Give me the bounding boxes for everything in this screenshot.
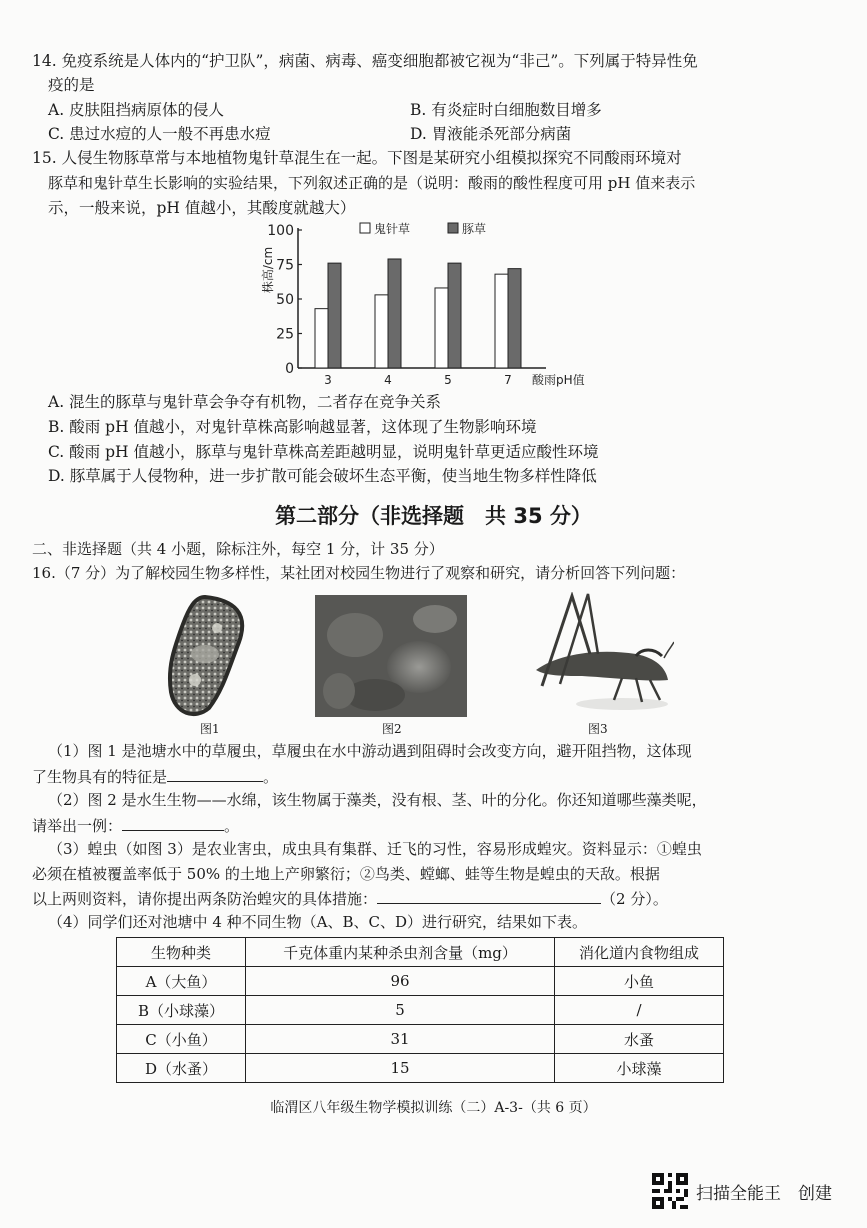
page-footer: 临渭区八年级生物学模拟训练（二）A-3-（共 6 页） — [270, 1100, 597, 1116]
y-tick-label: 100 — [267, 223, 294, 239]
paramecium-image — [165, 594, 251, 718]
table-header: 生物种类 — [117, 938, 246, 967]
q16-part3-line2: 必须在植被覆盖率低于 50% 的土地上产卵繁衍；②鸟类、螳螂、蛙等生物是蝗虫的天敌。根据 — [32, 865, 660, 883]
q16-part1-line1: （1）图 1 是池塘水中的草履虫，草履虫在水中游动遇到阻碍时会改变方向，避开阻挡物，这体现 — [48, 742, 692, 760]
bar-豚草-4 — [388, 259, 401, 368]
x-tick-label: 4 — [384, 373, 392, 387]
q14-option-a: A. 皮肤阻挡病原体的侵人 — [48, 101, 225, 119]
figure2-caption: 图2 — [382, 722, 402, 736]
table-row — [117, 996, 724, 1025]
bar-鬼针草-5 — [435, 288, 448, 368]
spirogyra-image — [315, 595, 467, 717]
table-cell: 15 — [246, 1054, 555, 1083]
grasshopper-image — [518, 592, 674, 716]
q16-part3-line3 — [32, 887, 668, 910]
x-axis-label: 酸雨pH值 — [532, 373, 585, 387]
table-cell: 水蚤 — [555, 1025, 724, 1054]
table-cell: 小球藻 — [555, 1054, 724, 1083]
q15-stem-line1: 15. 人侵生物豚草常与本地植物鬼针草混生在一起。下图是某研究小组模拟探究不同酸雨环境对 — [32, 149, 682, 167]
q16-part2-end: 。 — [224, 817, 240, 835]
y-axis-label: 株高/cm — [261, 246, 275, 294]
q15-option-a: A. 混生的豚草与鬼针草会争夺有机物，二者存在竞争关系 — [48, 393, 442, 411]
table-header-row — [117, 938, 724, 967]
table-cell: 96 — [246, 967, 555, 996]
table-cell: A（大鱼） — [117, 967, 246, 996]
pesticide-table — [116, 937, 724, 1083]
qr-code-icon — [652, 1173, 688, 1209]
part2-heading: 第二部分（非选择题 共 35 分） — [275, 504, 592, 528]
bar-鬼针草-4 — [375, 295, 388, 368]
y-tick-label: 25 — [276, 326, 294, 343]
q14-option-c: C. 患过水痘的人一般不再患水痘 — [48, 125, 271, 143]
bar-豚草-5 — [448, 263, 461, 368]
table-cell: C（小鱼） — [117, 1025, 246, 1054]
table-cell: / — [555, 996, 724, 1025]
table-header: 消化道内食物组成 — [555, 938, 724, 967]
table-header: 千克体重内某种杀虫剂含量（mg） — [246, 938, 555, 967]
y-tick-label: 0 — [285, 361, 294, 377]
q16-part1-line2 — [32, 765, 278, 788]
figure3-caption: 图3 — [588, 722, 608, 736]
legend-label: 豚草 — [462, 222, 487, 236]
x-tick-label: 3 — [324, 373, 332, 387]
q16-part3-score: （2 分）。 — [601, 890, 668, 908]
q16-part4: （4）同学们还对池塘中 4 种不同生物（A、B、C、D）进行研究，结果如下表。 — [48, 913, 587, 931]
q16-part3-prompt: 以上两则资料，请你提出两条防治蝗灾的具体措施： — [32, 890, 378, 908]
q15-option-d: D. 豚草属于人侵物种，进一步扩散可能会破坏生态平衡，使当地生物多样性降低 — [48, 467, 597, 485]
q14-option-d: D. 胃液能杀死部分病菌 — [410, 125, 572, 143]
q14-option-b: B. 有炎症时白细胞数目增多 — [410, 101, 602, 119]
answer-blank-3[interactable] — [377, 887, 601, 904]
x-tick-label: 7 — [504, 373, 512, 387]
answer-blank-2[interactable] — [122, 814, 224, 831]
table-cell: 小鱼 — [555, 967, 724, 996]
q16-part2-line1: （2）图 2 是水生生物——水绵，该生物属于藻类，没有根、茎、叶的分化。你还知道哪些藻类呢， — [48, 791, 707, 809]
table-row — [117, 967, 724, 996]
table-cell: B（小球藻） — [117, 996, 246, 1025]
x-tick-label: 5 — [444, 373, 452, 387]
table-cell: 31 — [246, 1025, 555, 1054]
y-tick-label: 75 — [276, 257, 294, 274]
q16-part3-line1: （3）蝗虫（如图 3）是农业害虫，成虫具有集群、迁飞的习性，容易形成蝗灾。资料显示：①蝗虫 — [48, 840, 702, 858]
table-row — [117, 1025, 724, 1054]
bar-chart — [250, 218, 590, 388]
scanner-watermark — [652, 1173, 832, 1209]
q14-stem-line1: 14. 免疫系统是人体内的“护卫队”，病菌、病毒、癌变细胞都被它视为“非己”。下列属于特异性免 — [32, 52, 698, 70]
table-cell: 5 — [246, 996, 555, 1025]
answer-blank-1[interactable] — [167, 765, 263, 782]
table-cell: D（水蚤） — [117, 1054, 246, 1083]
section-heading: 二、非选择题（共 4 小题，除标注外，每空 1 分，计 35 分） — [32, 540, 444, 558]
bar-豚草-7 — [508, 269, 521, 368]
table-row — [117, 1054, 724, 1083]
bar-鬼针草-7 — [495, 274, 508, 368]
q16-part1-prompt: 了生物具有的特征是 — [32, 768, 168, 786]
q15-option-b: B. 酸雨 pH 值越小，对鬼针草株高影响越显著，这体现了生物影响环境 — [48, 418, 537, 436]
figure1-caption: 图1 — [200, 722, 220, 736]
q16-stem: 16.（7 分）为了解校园生物多样性，某社团对校园生物进行了观察和研究，请分析回答下列问题： — [32, 564, 686, 582]
legend-swatch — [360, 223, 370, 233]
q16-part2-line2 — [32, 814, 239, 837]
legend-label: 鬼针草 — [374, 222, 411, 236]
bar-豚草-3 — [328, 263, 341, 368]
q16-part2-prompt: 请举出一例： — [32, 817, 123, 835]
bar-鬼针草-3 — [315, 309, 328, 368]
scanner-label: 扫描全能王 创建 — [696, 1183, 832, 1204]
legend-swatch — [448, 223, 458, 233]
q16-part1-end: 。 — [263, 768, 279, 786]
q15-stem-line3: 示，一般来说，pH 值越小，其酸度就越大） — [48, 199, 356, 217]
q15-stem-line2: 豚草和鬼针草生长影响的实验结果，下列叙述正确的是（说明：酸雨的酸性程度可用 pH 值来表示 — [48, 174, 696, 192]
y-tick-label: 50 — [276, 292, 294, 308]
q15-option-c: C. 酸雨 pH 值越小，豚草与鬼针草株高差距越明显，说明鬼针草更适应酸性环境 — [48, 443, 599, 461]
q14-stem-line2: 疫的是 — [48, 76, 95, 94]
